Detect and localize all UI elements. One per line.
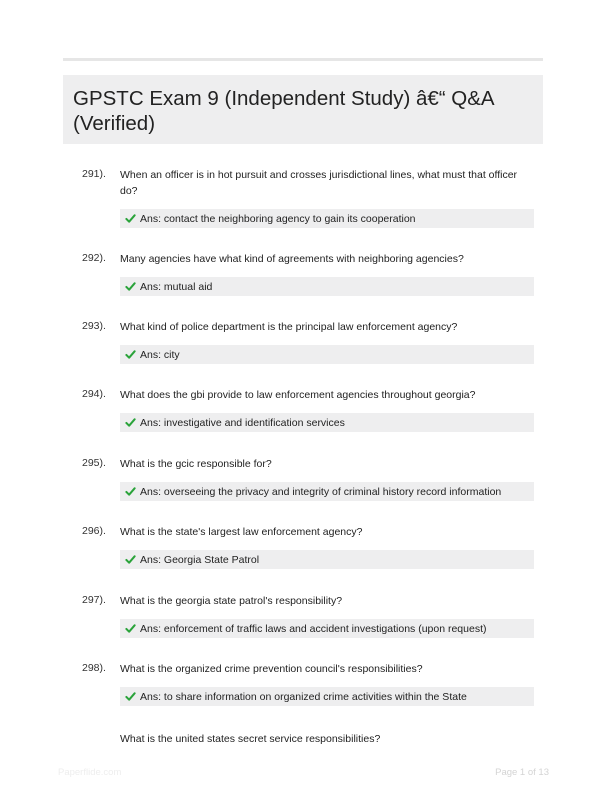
answer-box [120, 345, 534, 364]
trailing-question-text: What is the united states secret service responsibilities? [120, 733, 381, 745]
question-text: What is the state's largest law enforcement agency? [120, 526, 363, 538]
answer-text: Ans: Georgia State Patrol [140, 553, 260, 566]
answer-text: Ans: enforcement of traffic laws and accident investigations (upon request) [140, 622, 487, 635]
question-text: Many agencies have what kind of agreements with neighboring agencies? [120, 253, 464, 265]
checkmark-icon [125, 417, 136, 428]
question-text: What is the georgia state patrol's responsibility? [120, 595, 343, 607]
question-number: 297). [82, 594, 106, 606]
question-number: 296). [82, 525, 106, 537]
question-number: 291). [82, 168, 106, 180]
answer-text: Ans: investigative and identification services [140, 416, 345, 429]
answer-box [120, 687, 534, 706]
question-number: 294). [82, 388, 106, 400]
question-number: 292). [82, 252, 106, 264]
answer-text: Ans: to share information on organized crime activities within the State [140, 690, 467, 703]
answer-box [120, 413, 534, 432]
checkmark-icon [125, 349, 136, 360]
answer-text: Ans: mutual aid [140, 280, 213, 293]
question-number: 293). [82, 320, 106, 332]
top-divider [63, 58, 543, 61]
checkmark-icon [125, 554, 136, 565]
answer-text: Ans: contact the neighboring agency to gain its cooperation [140, 212, 416, 225]
question-text: What is the gcic responsible for? [120, 458, 272, 470]
answer-box [120, 482, 534, 501]
answer-box [120, 619, 534, 638]
title-banner [63, 75, 543, 144]
document-title: GPSTC Exam 9 (Independent Study) â€“ Q&A (Verified) [73, 87, 494, 135]
checkmark-icon [125, 623, 136, 634]
page-indicator: Page 1 of 13 [495, 767, 549, 778]
question-text: When an officer is in hot pursuit and crosses jurisdictional lines, what must that officer do? [120, 169, 518, 197]
checkmark-icon [125, 486, 136, 497]
answer-box [120, 209, 534, 228]
footer-watermark: Paperflide.com [58, 767, 122, 778]
answer-text: Ans: city [140, 348, 180, 361]
checkmark-icon [125, 213, 136, 224]
checkmark-icon [125, 691, 136, 702]
answer-box [120, 550, 534, 569]
question-number: 295). [82, 457, 106, 469]
question-text: What kind of police department is the principal law enforcement agency? [120, 321, 458, 333]
question-text: What is the organized crime prevention council's responsibilities? [120, 663, 423, 675]
answer-box [120, 277, 534, 296]
question-number: 298). [82, 662, 106, 674]
checkmark-icon [125, 281, 136, 292]
question-text: What does the gbi provide to law enforcement agencies throughout georgia? [120, 389, 476, 401]
answer-text: Ans: overseeing the privacy and integrity of criminal history record information [140, 485, 502, 498]
